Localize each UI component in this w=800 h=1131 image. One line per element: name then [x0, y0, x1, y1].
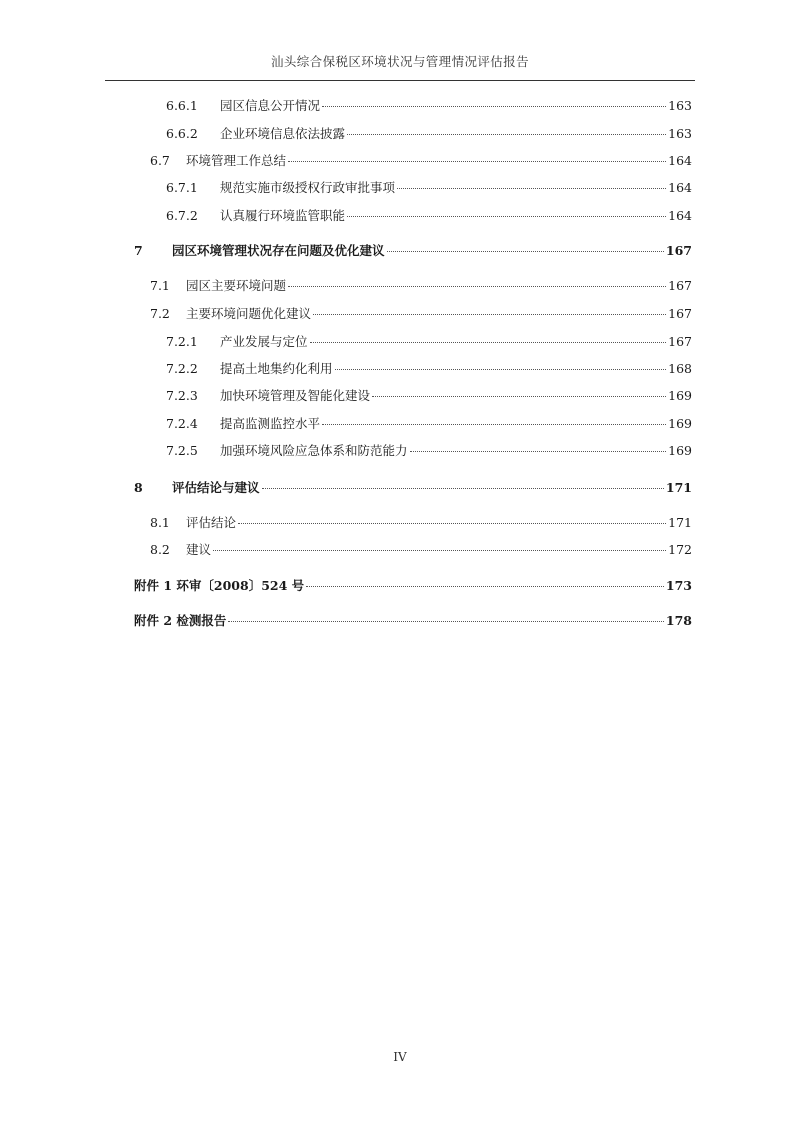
toc-entry[interactable] — [166, 124, 692, 142]
toc-leader — [322, 424, 666, 425]
toc-entry-title: 园区信息公开情况 — [220, 98, 321, 113]
toc-entry-page: 171 — [665, 480, 692, 495]
toc-leader — [213, 550, 666, 551]
toc-entry-title: 附件 1 环审〔2008〕524 号 — [134, 578, 305, 593]
toc-entry-page: 169 — [668, 416, 692, 431]
toc-entry-title: 加快环境管理及智能化建设 — [220, 388, 371, 403]
toc-entry-number: 6.7 — [150, 153, 170, 168]
toc-entry-number: 7.2.5 — [166, 443, 198, 458]
toc-entry-title: 建议 — [186, 542, 212, 557]
toc-entry-number: 7.2.4 — [166, 416, 198, 431]
toc-chapter-entry[interactable] — [134, 241, 692, 259]
toc-entry-number: 7 — [134, 243, 143, 258]
toc-entry-title: 提高监测监控水平 — [220, 416, 321, 431]
toc-entry-title: 评估结论与建议 — [172, 480, 260, 495]
toc-leader — [372, 396, 666, 397]
toc-leader — [238, 523, 666, 524]
toc-entry[interactable] — [150, 513, 692, 531]
toc-entry-number: 7.2.3 — [166, 388, 198, 403]
toc-entry-number: 7.1 — [150, 278, 170, 293]
toc-entry-page: 172 — [668, 542, 692, 557]
toc-entry-page: 167 — [665, 243, 692, 258]
toc-entry-page: 169 — [668, 388, 692, 403]
toc-entry-number: 7.2.1 — [166, 334, 198, 349]
toc-leader — [313, 314, 666, 315]
toc-leader — [387, 251, 664, 252]
toc-entry-number: 6.7.2 — [166, 208, 198, 223]
toc-entry[interactable] — [166, 332, 692, 350]
toc-leader — [306, 586, 664, 587]
toc-entry[interactable] — [166, 441, 692, 459]
toc-entry-title: 附件 2 检测报告 — [134, 613, 227, 628]
toc-entry-title: 主要环境问题优化建议 — [186, 306, 312, 321]
toc-entry-page: 173 — [665, 578, 692, 593]
toc-appendix-entry[interactable] — [134, 576, 692, 594]
toc-entry-title: 园区环境管理状况存在问题及优化建议 — [172, 243, 385, 258]
toc-leader — [335, 369, 667, 370]
toc-entry-title: 加强环境风险应急体系和防范能力 — [220, 443, 408, 458]
toc-entry-title: 规范实施市级授权行政审批事项 — [220, 180, 396, 195]
toc-entry[interactable] — [150, 304, 692, 322]
toc-leader — [347, 134, 666, 135]
toc-entry[interactable] — [150, 276, 692, 294]
toc-entry[interactable] — [166, 359, 692, 377]
toc-appendix-entry[interactable] — [134, 611, 692, 629]
toc-entry-number: 8.2 — [150, 542, 170, 557]
toc-leader — [310, 342, 667, 343]
toc-chapter-entry[interactable] — [134, 478, 692, 496]
running-header: 汕头综合保税区环境状况与管理情况评估报告 — [270, 54, 529, 69]
toc-entry-page: 171 — [668, 515, 692, 530]
toc-entry-number: 7.2 — [150, 306, 170, 321]
toc-entry-title: 评估结论 — [186, 515, 237, 530]
toc-leader — [397, 188, 666, 189]
toc-leader — [322, 106, 666, 107]
toc-entry-page: 167 — [668, 334, 692, 349]
toc-entry-number: 6.6.1 — [166, 98, 198, 113]
toc-entry-title: 企业环境信息依法披露 — [220, 126, 346, 141]
toc-entry-page: 178 — [665, 613, 692, 628]
toc-entry-page: 163 — [668, 98, 692, 113]
toc-entry[interactable] — [166, 178, 692, 196]
toc-entry-number: 6.7.1 — [166, 180, 198, 195]
toc-entry-page: 169 — [668, 443, 692, 458]
toc-entry-title: 认真履行环境监管职能 — [220, 208, 346, 223]
toc-entry-title: 产业发展与定位 — [220, 334, 308, 349]
toc-entry-page: 167 — [668, 306, 692, 321]
toc-entry-title: 环境管理工作总结 — [186, 153, 287, 168]
toc-leader — [347, 216, 666, 217]
toc-entry[interactable] — [150, 540, 692, 558]
toc-leader — [288, 286, 666, 287]
toc-entry-number: 6.6.2 — [166, 126, 198, 141]
toc-entry[interactable] — [166, 386, 692, 404]
toc-entry-page: 167 — [668, 278, 692, 293]
toc-entry-number: 7.2.2 — [166, 361, 198, 376]
toc-entry-number: 8.1 — [150, 515, 170, 530]
toc-entry[interactable] — [166, 414, 692, 432]
page-number: IV — [393, 1050, 407, 1064]
toc-entry-page: 164 — [668, 208, 692, 223]
toc-entry-number: 8 — [134, 480, 143, 495]
toc-entry-page: 163 — [668, 126, 692, 141]
toc-entry-title: 园区主要环境问题 — [186, 278, 287, 293]
toc-leader — [228, 621, 664, 622]
toc-leader — [262, 488, 664, 489]
toc-leader — [288, 161, 666, 162]
toc-entry-page: 168 — [668, 361, 692, 376]
toc-entry[interactable] — [166, 96, 692, 114]
toc-leader — [410, 451, 667, 452]
toc-entry[interactable] — [150, 151, 692, 169]
toc-entry-title: 提高土地集约化利用 — [220, 361, 333, 376]
toc-entry-page: 164 — [668, 180, 692, 195]
toc-entry[interactable] — [166, 206, 692, 224]
toc-entry-page: 164 — [668, 153, 692, 168]
